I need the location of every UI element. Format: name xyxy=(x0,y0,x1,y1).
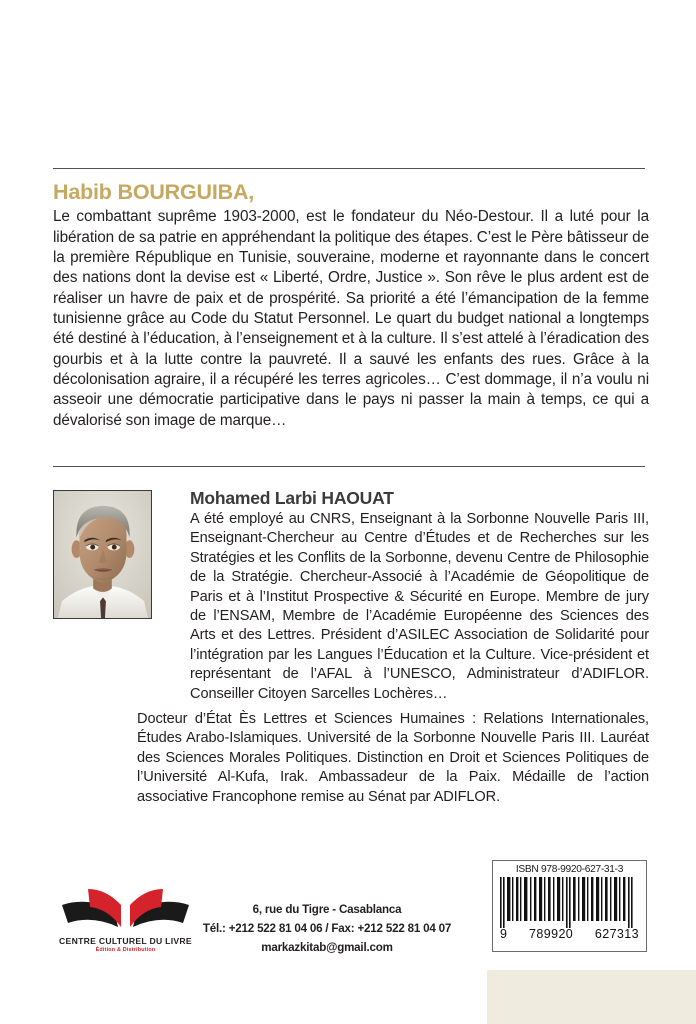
divider-top xyxy=(53,168,645,169)
author-photo-wrap xyxy=(53,488,160,619)
barcode-digits-middle: 789920 xyxy=(529,927,574,942)
author-portrait-photo xyxy=(53,490,152,619)
open-book-logo-icon xyxy=(58,875,193,937)
publisher-address: 6, rue du Tigre - Casablanca xyxy=(252,903,402,916)
corner-color-block xyxy=(487,970,696,1024)
publisher-name: CENTRE CULTUREL DU LIVRE xyxy=(59,936,192,946)
isbn-barcode-box xyxy=(492,860,647,952)
book-description: Le combattant suprême 1903-2000, est le fondateur du Néo-Destour. Il a luté pour la libération de sa patrie en appréhendant la politique des étapes. C’est le Père bâtisseur de la première République en Tunisie, souveraine, moderne et rayonnante dans le concert des nations dont la devise est « Liberté, Ordre, Justice ». Son rêve le plus ardent est de réaliser un havre de paix et de prospérité. Sa priorité a été l’émancipation de la femme tunisienne grâce au Code du Statut Personnel. Le quart du budget national a longtemps été destiné à l’éducation, à l’enseignement et à la culture. Il s’est attelé à l’éradication des gourbis et à la lutte contre la pauvreté. Il a sauvé les enfants des rues. Grâce à la décolonisation agraire, il a récupéré les terres agricoles… C’est dommage, il n’a voulu ni asseoir une démocratie participative dans le pays ni passer la main à temps, ce qui a dévalorisé son image de marque… xyxy=(53,208,649,429)
barcode-digit-left: 9 xyxy=(500,927,508,942)
author-credentials: Docteur d’État Ès Lettres et Sciences Humaines : Relations Internationales, Études Arabo-Islamiques. Université de la Sorbonne Nouvelle Paris III. Lauréat des Sciences Morales Politiques. Distinction en Droit et Sciences Politiques de l’Université Al-Kufa, Irak. Ambassadeur de la Paix. Médaille de l’action associative Francophone remise au Sénat par ADIFLOR. xyxy=(137,711,649,805)
author-row xyxy=(53,488,649,704)
barcode-digits-right: 627313 xyxy=(594,927,639,942)
publisher-logo xyxy=(58,875,193,953)
bourguiba-section xyxy=(53,180,649,431)
barcode-digits xyxy=(498,927,641,941)
page-title: Habib BOURGUIBA, xyxy=(53,180,255,204)
publisher-email: markazkitab@gmail.com xyxy=(261,940,393,954)
publisher-phone-fax: Tél.: +212 522 81 04 06 / Fax: +212 522 81 04 07 xyxy=(202,921,452,935)
isbn-label: ISBN 978-9920-627-31-3 xyxy=(515,864,624,875)
ean13-barcode-icon xyxy=(498,877,641,928)
publisher-tagline: Édition & Distribution xyxy=(95,947,156,953)
author-text xyxy=(160,488,649,704)
divider-middle xyxy=(53,466,645,467)
author-name: Mohamed Larbi HAOUAT xyxy=(190,488,394,508)
author-biography: A été employé au CNRS, Enseignant à la Sorbonne Nouvelle Paris III, Enseignant-Chercheur au Centre d’Études et de Recherches sur les Stratégies et les Conflits de la Sorbonne, devenu Centre de Philosophie de la Stratégie. Chercheur-Associé à l’Académie de Géopolitique de Paris et à l’Institut Prospective & Sécurité en Europe. Membre de jury de l’ENSAM, Membre de l’Académie Européenne des Sciences des Arts et des Lettres. Président d’ASILEC Association de Solidarité pour l’intégration par les Langues l’Éducation et la Culture. Vice-président et représentant de l’AFAL à l’UNESCO, Administrateur d’ADIFLOR. Conseiller Citoyen Sarcelles Lochères… xyxy=(190,511,649,702)
publisher-contact xyxy=(193,901,461,957)
author-section xyxy=(53,488,649,704)
